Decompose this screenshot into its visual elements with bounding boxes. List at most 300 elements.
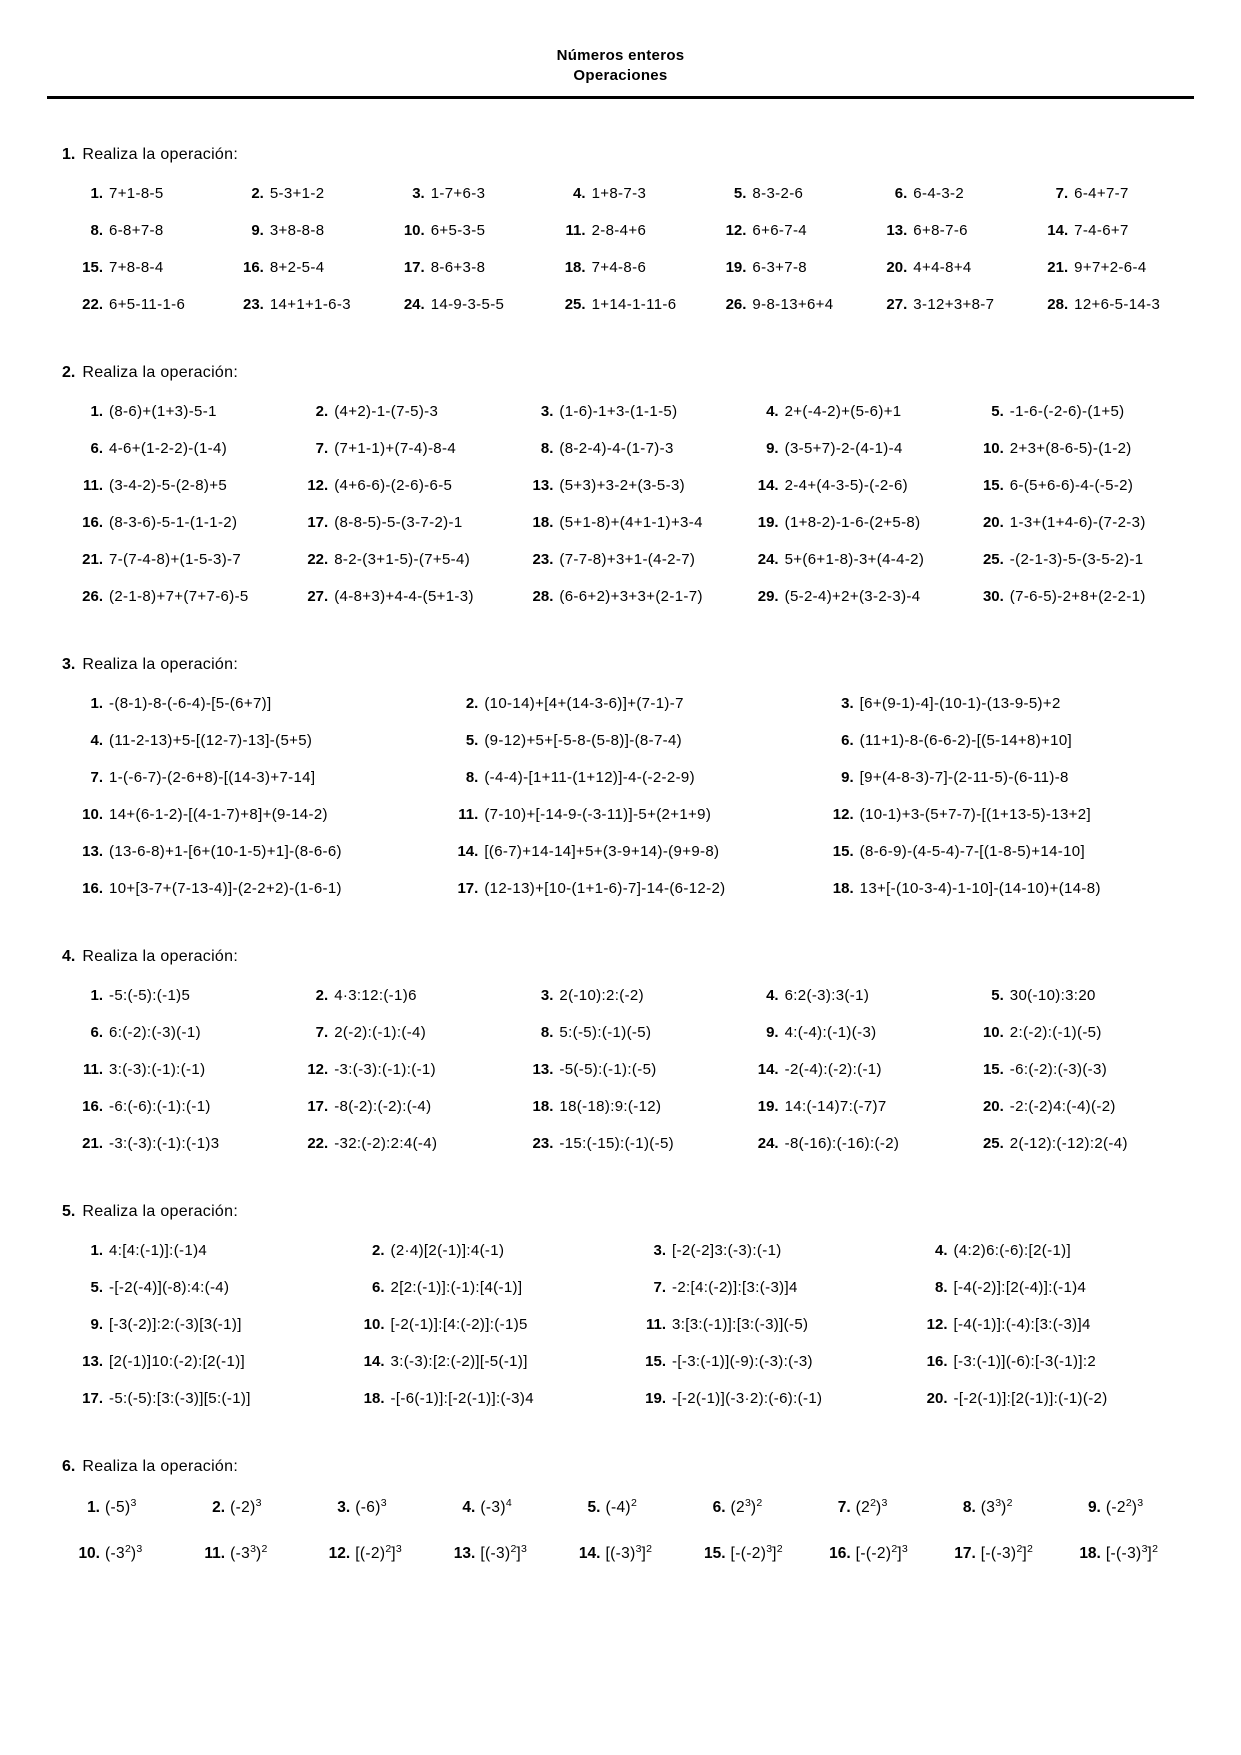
exercise-item <box>702 1542 821 1566</box>
exercise-item <box>76 731 445 751</box>
exercise-expression: 1-(-6-7)-(2-6+8)-[(14-3)+7-14] <box>109 769 316 786</box>
exercise-expression: $(2^3)^2$ <box>730 1496 763 1516</box>
exercise-item <box>76 1352 352 1372</box>
exercise-number: 18. <box>832 880 854 897</box>
exercise-item <box>76 439 295 459</box>
exercise-item <box>977 402 1196 422</box>
exercise-expression: [-2(-2]3:(-3):(-1) <box>672 1242 782 1259</box>
exercise-number: 2. <box>315 987 329 1004</box>
exercise-item <box>301 402 520 422</box>
exercise-expression: 2+3+(8-6-5)-(1-2) <box>1009 440 1132 457</box>
exercise-item <box>76 1315 352 1335</box>
exercise-item <box>451 694 820 714</box>
exercise-number: 12. <box>307 477 329 494</box>
exercise-item <box>451 842 820 862</box>
section-number: 5. <box>62 1203 76 1220</box>
exercise-expression: 3:(-3):[2:(-2)][-5(-1)] <box>390 1353 528 1370</box>
exercise-item <box>880 221 1035 241</box>
section-label: Realiza la operación: <box>82 146 239 163</box>
exercise-number: 14. <box>457 843 479 860</box>
section-label: Realiza la operación: <box>82 1203 239 1220</box>
exercise-number: 1. <box>90 1242 103 1259</box>
exercise-item <box>921 1315 1197 1335</box>
exercise-expression: (-4-4)-[1+11-(1+12)]-4-(-2-2-9) <box>484 769 695 786</box>
exercise-item <box>977 1097 1196 1117</box>
exercise-expression: 6+6-7-4 <box>752 222 807 239</box>
exercise-expression: -3:(-3):(-1):(-1) <box>334 1061 436 1078</box>
exercise-expression: 6+5-11-1-6 <box>109 296 186 313</box>
exercise-expression: $(3^3)^2$ <box>980 1496 1013 1516</box>
exercise-number: 3. <box>337 1499 351 1516</box>
exercise-expression: (6-6+2)+3+3+(2-1-7) <box>559 588 703 605</box>
exercise-number: 27. <box>886 296 908 313</box>
exercise-expression: (10-14)+[4+(14-3-6)]+(7-1)-7 <box>484 695 684 712</box>
exercise-item <box>880 258 1035 278</box>
exercise-item <box>358 1389 634 1409</box>
exercise-item <box>827 879 1196 899</box>
exercise-item <box>358 1278 634 1298</box>
exercise-item <box>301 986 520 1006</box>
exercise-expression: 4:(-4):(-1)(-3) <box>784 1024 877 1041</box>
exercise-expression: 14+1+1-6-3 <box>269 296 351 313</box>
exercise-expression: 8-3-2-6 <box>752 185 804 202</box>
exercise-number: 4. <box>934 1242 948 1259</box>
exercise-expression: -2:(-2)4:(-4)(-2) <box>1009 1098 1116 1115</box>
exercise-number: 13. <box>82 1353 103 1370</box>
exercise-number: 14. <box>757 477 779 494</box>
exercise-expression: 6-8+7-8 <box>109 222 164 239</box>
exercise-expression: (4+6-6)-(2-6)-6-5 <box>334 477 453 494</box>
exercise-item <box>952 1496 1071 1520</box>
exercise-number: 12. <box>307 1061 329 1078</box>
exercise-number: 8. <box>934 1279 948 1296</box>
exercise-expression: (7-6-5)-2+8+(2-2-1) <box>1009 588 1146 605</box>
exercise-expression: 12+6-5-14-3 <box>1074 296 1161 313</box>
exercise-item <box>451 1496 570 1520</box>
exercise-expression: (1-6)-1+3-(1-1-5) <box>559 403 678 420</box>
exercise-number: 4. <box>462 1499 476 1516</box>
exercise-number: 10. <box>982 440 1004 457</box>
exercise-number: 11. <box>565 222 586 239</box>
exercise-item <box>237 295 392 315</box>
exercise-number: 10. <box>403 222 425 239</box>
exercise-expression: 7+1-8-5 <box>109 185 164 202</box>
exercise-expression: 2:(-2):(-1)(-5) <box>1009 1024 1102 1041</box>
exercise-number: 17. <box>307 1098 329 1115</box>
worksheet-content <box>0 145 1241 1566</box>
exercise-expression: $(-2^2)^3$ <box>1105 1496 1144 1516</box>
exercise-number: 6. <box>712 1499 726 1516</box>
exercise-expression: (11-2-13)+5-[(12-7)-13]-(5+5) <box>109 732 313 749</box>
exercise-expression: 6-4-3-2 <box>913 185 965 202</box>
exercise-number: 20. <box>926 1390 948 1407</box>
exercise-number: 8. <box>540 1024 554 1041</box>
exercise-expression: 1-7+6-3 <box>430 185 486 202</box>
exercise-number: 21. <box>82 551 103 568</box>
exercise-number: 4. <box>90 732 103 749</box>
section-number: 6. <box>62 1458 76 1475</box>
exercise-number: 15. <box>703 1545 726 1562</box>
exercise-expression: 6+5-3-5 <box>430 222 486 239</box>
exercise-number: 16. <box>82 880 103 897</box>
exercise-expression: 4·3:12:(-1)6 <box>334 987 417 1004</box>
exercise-number: 15. <box>82 259 103 276</box>
exercise-item <box>76 1097 295 1117</box>
exercise-item <box>201 1496 320 1520</box>
exercise-item <box>752 476 971 496</box>
exercise-expression: (8-6-9)-(4-5-4)-7-[(1-8-5)+14-10] <box>859 843 1086 860</box>
exercise-item <box>76 805 445 825</box>
exercise-number: 30. <box>982 588 1004 605</box>
exercise-expression: $(-3)^4$ <box>480 1496 512 1516</box>
exercise-expression: $(2^2)^3$ <box>855 1496 888 1516</box>
exercise-number: 12. <box>926 1316 948 1333</box>
exercise-expression: -5(-5):(-1):(-5) <box>559 1061 657 1078</box>
exercise-expression: $[(-2)^2]^3$ <box>355 1542 402 1562</box>
exercise-number: 15. <box>982 477 1004 494</box>
exercise-number: 5. <box>991 403 1004 420</box>
exercise-expression: (4-8+3)+4-4-(5+1-3) <box>334 588 474 605</box>
exercise-number: 13. <box>532 477 554 494</box>
exercise-expression: (8-2-4)-4-(1-7)-3 <box>559 440 674 457</box>
exercise-item <box>752 1097 971 1117</box>
exercise-expression: 4:[4:(-1)]:(-1)4 <box>109 1242 208 1259</box>
exercise-expression: 1-3+(1+4-6)-(7-2-3) <box>1009 514 1146 531</box>
exercise-item <box>76 1389 352 1409</box>
exercise-item <box>559 258 714 278</box>
exercise-item <box>977 1023 1196 1043</box>
exercise-item <box>977 550 1196 570</box>
exercise-expression: (5+3)+3-2+(3-5-3) <box>559 477 685 494</box>
exercise-expression: $(-3^2)^3$ <box>105 1542 143 1562</box>
exercise-item <box>237 184 392 204</box>
exercise-number: 7. <box>653 1279 666 1296</box>
section-1-heading <box>62 145 1196 165</box>
exercise-number: 17. <box>307 514 329 531</box>
exercise-number: 28. <box>1047 296 1069 313</box>
exercise-number: 17. <box>82 1390 103 1407</box>
exercise-number: 4. <box>573 185 586 202</box>
header-rule <box>47 96 1194 99</box>
exercise-expression: 6+8-7-6 <box>913 222 968 239</box>
exercise-number: 29. <box>757 588 779 605</box>
exercise-number: 2. <box>371 1242 385 1259</box>
exercise-expression: -2(-4):(-2):(-1) <box>784 1061 882 1078</box>
exercise-item <box>921 1278 1197 1298</box>
exercise-expression: 14:(-14)7:(-7)7 <box>784 1098 887 1115</box>
exercise-expression: 9-8-13+6+4 <box>752 296 834 313</box>
exercise-item <box>76 879 445 899</box>
exercise-item <box>358 1241 634 1261</box>
exercise-number: 5. <box>991 987 1004 1004</box>
exercise-number: 11. <box>645 1316 666 1333</box>
exercise-number: 22. <box>307 551 329 568</box>
exercise-expression: 8+2-5-4 <box>269 259 325 276</box>
exercise-item <box>526 513 745 533</box>
exercise-number: 18. <box>564 259 586 276</box>
exercise-expression: $[-(-2)^2]^3$ <box>855 1542 908 1562</box>
exercise-expression: (5-2-4)+2+(3-2-3)-4 <box>784 588 921 605</box>
exercise-item <box>752 587 971 607</box>
exercise-expression: 7-4-6+7 <box>1074 222 1129 239</box>
exercise-expression: 10+[3-7+(7-13-4)]-(2-2+2)-(1-6-1) <box>109 880 342 897</box>
exercise-item <box>1041 221 1196 241</box>
exercise-expression: 2[2:(-1)]:(-1):[4(-1)] <box>390 1279 523 1296</box>
exercise-item <box>526 986 745 1006</box>
exercise-number: 21. <box>82 1135 103 1152</box>
exercise-item <box>76 550 295 570</box>
exercise-expression: [-3(-2)]:2:(-3)[3(-1)] <box>109 1316 242 1333</box>
exercise-expression: 3+8-8-8 <box>269 222 325 239</box>
exercise-item <box>977 587 1196 607</box>
exercise-expression: -5:(-5):(-1)5 <box>109 987 191 1004</box>
exercise-item <box>719 258 874 278</box>
exercise-item <box>398 258 553 278</box>
exercise-item <box>752 439 971 459</box>
exercise-number: 6. <box>841 732 854 749</box>
exercise-item <box>76 1278 352 1298</box>
exercise-number: 18. <box>532 514 554 531</box>
section-5-grid <box>76 1241 1196 1409</box>
exercise-item <box>76 513 295 533</box>
exercise-number: 8. <box>540 440 554 457</box>
exercise-expression: (2·4)[2(-1)]:4(-1) <box>390 1242 505 1259</box>
exercise-number: 2. <box>465 695 479 712</box>
section-label: Realiza la operación: <box>82 948 239 965</box>
exercise-number: 18. <box>1079 1545 1101 1562</box>
exercise-expression: 5:(-5):(-1)(-5) <box>559 1024 652 1041</box>
exercise-expression: (8-6)+(1+3)-5-1 <box>109 403 217 420</box>
exercise-item <box>952 1542 1071 1566</box>
section-number: 4. <box>62 948 76 965</box>
exercise-item <box>1041 295 1196 315</box>
exercise-number: 17. <box>954 1545 976 1562</box>
exercise-expression: (8-8-5)-5-(3-7-2)-1 <box>334 514 463 531</box>
exercise-number: 19. <box>725 259 747 276</box>
exercise-expression: (13-6-8)+1-[6+(10-1-5)+1]-(8-6-6) <box>109 843 342 860</box>
exercise-expression: (8-3-6)-5-1-(1-1-2) <box>109 514 238 531</box>
exercise-expression: -3:(-3):(-1):(-1)3 <box>109 1135 220 1152</box>
section-3-brackets <box>62 655 1196 899</box>
exercise-item <box>398 221 553 241</box>
exercise-expression: 1+8-7-3 <box>591 185 647 202</box>
exercise-expression: -15:(-15):(-1)(-5) <box>559 1135 675 1152</box>
exercise-number: 3. <box>653 1242 666 1259</box>
section-6-powers <box>62 1457 1196 1566</box>
exercise-item <box>76 295 231 315</box>
exercise-expression: 7+4-8-6 <box>591 259 647 276</box>
exercise-item <box>526 1023 745 1043</box>
section-4-multiplication-division <box>62 947 1196 1154</box>
title-line-1: Números enteros <box>556 47 685 64</box>
exercise-expression: 6-(5+6-6)-4-(-5-2) <box>1009 477 1134 494</box>
exercise-item <box>559 295 714 315</box>
exercise-number: 1. <box>90 987 103 1004</box>
exercise-number: 24. <box>757 551 779 568</box>
exercise-item <box>921 1352 1197 1372</box>
exercise-number: 7. <box>315 440 329 457</box>
section-3-grid <box>76 694 1196 899</box>
exercise-number: 13. <box>532 1061 554 1078</box>
exercise-expression: [-4(-2)]:[2(-4)]:(-1)4 <box>953 1279 1087 1296</box>
exercise-item <box>576 1496 695 1520</box>
exercise-expression: 2(-12):(-12):2(-4) <box>1009 1135 1128 1152</box>
exercise-expression: 3-12+3+8-7 <box>913 296 995 313</box>
exercise-expression: (10-1)+3-(5+7-7)-[(1+13-5)-13+2] <box>859 806 1091 823</box>
exercise-item <box>76 1241 352 1261</box>
exercise-number: 25. <box>982 551 1004 568</box>
exercise-item <box>1077 1542 1196 1566</box>
exercise-item <box>76 694 445 714</box>
exercise-expression: 14+(6-1-2)-[(4-1-7)+8]+(9-14-2) <box>109 806 328 823</box>
exercise-number: 7. <box>90 769 103 786</box>
exercise-number: 16. <box>926 1353 948 1370</box>
exercise-item <box>752 513 971 533</box>
exercise-item <box>301 550 520 570</box>
exercise-expression: 6:(-2):(-3)(-1) <box>109 1024 201 1041</box>
exercise-number: 3. <box>412 185 425 202</box>
section-1-grid <box>76 184 1196 315</box>
exercise-number: 2. <box>251 185 264 202</box>
exercise-number: 5. <box>90 1279 103 1296</box>
exercise-number: 16. <box>82 1098 103 1115</box>
exercise-expression: (1+8-2)-1-6-(2+5-8) <box>784 514 921 531</box>
exercise-expression: 30(-10):3:20 <box>1009 987 1096 1004</box>
exercise-number: 21. <box>1047 259 1069 276</box>
exercise-number: 8. <box>465 769 479 786</box>
exercise-expression: $[(-3)^2]^3$ <box>480 1542 527 1562</box>
exercise-item <box>1041 258 1196 278</box>
exercise-item <box>398 184 553 204</box>
title-line-2: Operaciones <box>573 66 668 84</box>
exercise-expression: $(-4)^2$ <box>605 1496 637 1516</box>
exercise-number: 8. <box>90 222 103 239</box>
exercise-expression: 18(-18):9:(-12) <box>559 1098 662 1115</box>
exercise-item <box>76 1496 195 1520</box>
exercise-number: 13. <box>453 1545 476 1562</box>
section-5-bracketed-products <box>62 1202 1196 1409</box>
exercise-item <box>719 184 874 204</box>
worksheet-title <box>0 0 1241 85</box>
exercise-number: 9. <box>90 1316 103 1333</box>
exercise-number: 16. <box>242 259 264 276</box>
exercise-number: 3. <box>841 695 854 712</box>
exercise-expression: [6+(9-1)-4]-(10-1)-(13-9-5)+2 <box>859 695 1061 712</box>
exercise-number: 9. <box>1087 1499 1101 1516</box>
exercise-expression: 5+(6+1-8)-3+(4-4-2) <box>784 551 925 568</box>
exercise-item <box>702 1496 821 1520</box>
exercise-item <box>398 295 553 315</box>
exercise-item <box>451 768 820 788</box>
exercise-number: 11. <box>82 1061 103 1078</box>
exercise-number: 22. <box>307 1135 329 1152</box>
exercise-expression: (4+2)-1-(7-5)-3 <box>334 403 439 420</box>
exercise-expression: 6-4+7-7 <box>1074 185 1129 202</box>
exercise-expression: (7-7-8)+3+1-(4-2-7) <box>559 551 696 568</box>
exercise-expression: (5+1-8)+(4+1-1)+3-4 <box>559 514 703 531</box>
exercise-item <box>827 694 1196 714</box>
exercise-item <box>237 221 392 241</box>
exercise-expression: -[-2(-1)](-3·2):(-6):(-1) <box>672 1390 823 1407</box>
exercise-expression: 8-2-(3+1-5)-(7+5-4) <box>334 551 471 568</box>
exercise-item <box>76 768 445 788</box>
exercise-number: 7. <box>315 1024 329 1041</box>
exercise-item <box>301 1134 520 1154</box>
exercise-expression: (3-5+7)-2-(4-1)-4 <box>784 440 903 457</box>
exercise-item <box>526 1134 745 1154</box>
exercise-item <box>1041 184 1196 204</box>
exercise-expression: 8-6+3-8 <box>430 259 486 276</box>
exercise-expression: (9-12)+5+[-5-8-(5-8)]-(8-7-4) <box>484 732 683 749</box>
exercise-item <box>977 986 1196 1006</box>
exercise-number: 4. <box>766 987 779 1004</box>
exercise-number: 19. <box>757 514 779 531</box>
exercise-item <box>76 258 231 278</box>
exercise-item <box>76 1542 195 1566</box>
exercise-number: 14. <box>757 1061 779 1078</box>
exercise-expression: (2-1-8)+7+(7+7-6)-5 <box>109 588 249 605</box>
exercise-item <box>301 1060 520 1080</box>
exercise-expression: 2(-10):2:(-2) <box>559 987 644 1004</box>
exercise-item <box>639 1389 915 1409</box>
exercise-expression: 6:2(-3):3(-1) <box>784 987 870 1004</box>
exercise-expression: 2+(-4-2)+(5-6)+1 <box>784 403 902 420</box>
exercise-number: 14. <box>363 1353 385 1370</box>
exercise-number: 18. <box>532 1098 554 1115</box>
exercise-number: 20. <box>982 1098 1004 1115</box>
exercise-item <box>326 1542 445 1566</box>
exercise-item <box>827 768 1196 788</box>
exercise-expression: -(2-1-3)-5-(3-5-2)-1 <box>1009 551 1144 568</box>
exercise-expression: [9+(4-8-3)-7]-(2-11-5)-(6-11)-8 <box>859 769 1069 786</box>
exercise-item <box>76 1134 295 1154</box>
exercise-number: 17. <box>403 259 425 276</box>
exercise-item <box>576 1542 695 1566</box>
exercise-item <box>719 295 874 315</box>
exercise-expression: 7-(7-4-8)+(1-5-3)-7 <box>109 551 242 568</box>
exercise-item <box>526 587 745 607</box>
section-6-heading <box>62 1457 1196 1477</box>
section-1-sums <box>62 145 1196 315</box>
exercise-expression: (11+1)-8-(6-6-2)-[(5-14+8)+10] <box>859 732 1073 749</box>
exercise-number: 27. <box>307 588 329 605</box>
exercise-number: 9. <box>841 769 854 786</box>
exercise-expression: (7+1-1)+(7-4)-8-4 <box>334 440 457 457</box>
exercise-item <box>752 1060 971 1080</box>
exercise-expression: -5:(-5):[3:(-3)][5:(-1)] <box>109 1390 251 1407</box>
exercise-item <box>76 476 295 496</box>
exercise-number: 12. <box>725 222 747 239</box>
exercise-number: 24. <box>403 296 425 313</box>
exercise-item <box>358 1315 634 1335</box>
exercise-item <box>921 1389 1197 1409</box>
exercise-number: 6. <box>90 440 103 457</box>
exercise-expression: -6:(-2):(-3)(-3) <box>1009 1061 1108 1078</box>
exercise-item <box>76 986 295 1006</box>
exercise-item <box>76 1023 295 1043</box>
exercise-number: 9. <box>766 440 779 457</box>
exercise-number: 1. <box>90 403 103 420</box>
exercise-number: 2. <box>315 403 329 420</box>
exercise-number: 2. <box>212 1499 226 1516</box>
exercise-number: 25. <box>564 296 586 313</box>
exercise-number: 1. <box>90 695 103 712</box>
section-2-grid <box>76 402 1196 607</box>
section-2-heading <box>62 363 1196 383</box>
exercise-item <box>301 1023 520 1043</box>
exercise-expression: 4+4-8+4 <box>913 259 972 276</box>
exercise-item <box>451 879 820 899</box>
